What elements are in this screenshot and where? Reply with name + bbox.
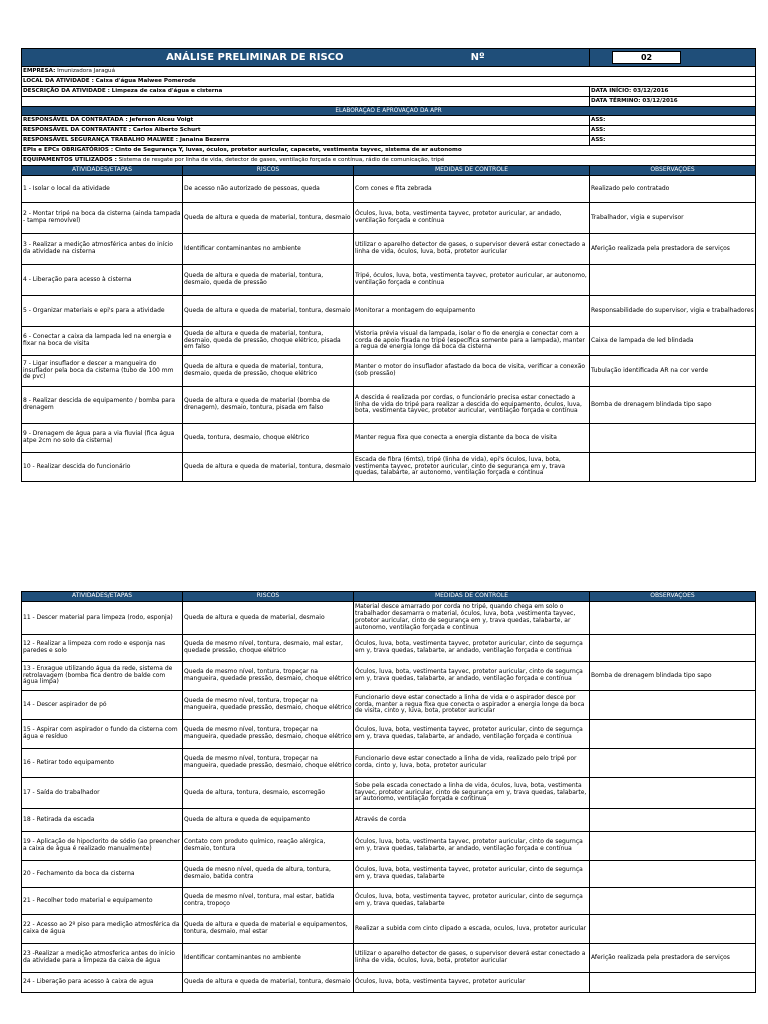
control-cell: Óculos, luva, bota, vestimenta tayvec, protetor auricular, cinto de segurnça em y, trava quedas, talabarte, ar andado, ventilação forçada e contínua — [354, 832, 590, 861]
table-row — [22, 453, 756, 482]
resp-contratada-label: RESPONSÁVEL DA CONTRATADA : — [23, 117, 128, 124]
epis-row — [22, 146, 756, 156]
equipamentos-row — [22, 156, 756, 166]
resp-contratante-value: Carlos Alberto Schurt — [132, 127, 201, 134]
table-row — [22, 749, 756, 778]
table-row — [22, 327, 756, 356]
number-box-cell — [590, 49, 756, 67]
activity-cell: 4 - Liberação para acesso à cisterna — [22, 265, 183, 296]
control-cell: Sobe pela escada conectado a linha de vida, óculos, luva, bota, vestimenta tayvec, protetor auricular, cinto de segurança em y, trava quedas, talabarte, ar autonomo, ventilação forçada e contínua — [354, 778, 590, 809]
activity-cell: 9 - Drenagem de água para a via fluvial (fica água atpe 2cm no solo da cisterna) — [22, 424, 183, 453]
activity-cell: 10 - Realizar descida do funcionário — [22, 453, 183, 482]
activity-cell: 23 -Realizar a medição atmosferica antes do início da atividade para a limpeza da caixa de água — [22, 944, 183, 973]
risk-cell: De acesso não autorizado de pessoas, queda — [183, 176, 354, 203]
col-medidas: MEDIDAS DE CONTROLE — [354, 166, 590, 176]
activity-cell: 1 - Isolar o local da atividade — [22, 176, 183, 203]
apr-table-page-1 — [21, 48, 756, 482]
risk-cell: Queda de altura e queda de equipamento — [183, 809, 354, 832]
col-atividades: ATIVIDADES/ETAPAS — [22, 592, 183, 602]
table-row — [22, 356, 756, 387]
observation-cell: Bomba de drenagem blindada tipo sapo — [590, 387, 756, 424]
ass-seguranca: ASS: — [590, 136, 756, 146]
equipamentos-label: EQUIPAMENTOS UTILIZADOS : — [23, 157, 117, 164]
control-cell: Através de corda — [354, 809, 590, 832]
resp-seguranca-row — [22, 136, 590, 146]
table-row — [22, 915, 756, 944]
epis-value: Cinto de Segurança Y, luvas, óculos, protetor auricular, capacete, vestimenta tayvec, sistema de ar autonomo — [114, 147, 462, 154]
table-row — [22, 691, 756, 720]
observation-cell — [590, 973, 756, 993]
table-row — [22, 809, 756, 832]
observation-cell — [590, 809, 756, 832]
risk-cell: Queda de mesmo nível, tontura, tropeçar na mangueira, quedade pressão, desmaio, choque elétrico — [183, 691, 354, 720]
risk-cell: Queda de mesmo nível, tontura, mal estar, batida contra, tropoço — [183, 888, 354, 915]
activity-cell: 3 - Realizar a medição atmosférica antes do início da atividade na cisterna — [22, 234, 183, 265]
table-body-1 — [22, 176, 756, 482]
observation-cell — [590, 635, 756, 662]
observation-cell — [590, 915, 756, 944]
control-cell: Monitorar a montagem do equipamento — [354, 296, 590, 327]
activity-cell: 21 - Recolher todo material e equipamento — [22, 888, 183, 915]
resp-contratada-row — [22, 116, 590, 126]
risk-cell: Queda de altura e queda de material, desmaio — [183, 602, 354, 635]
col-riscos: RISCOS — [183, 592, 354, 602]
descricao-value: Limpeza de caixa d'água e cisterna — [111, 88, 223, 95]
risk-cell: Queda de altura e queda de material (bomba de drenagem), desmaio, tontura, pisada em falso — [183, 387, 354, 424]
observation-cell — [590, 861, 756, 888]
blank-row — [22, 97, 590, 107]
risk-cell: Queda de mesmo nível, tontura, tropeçar na mangueira, quedade pressão, desmaio, choque elétrico — [183, 662, 354, 691]
number-cell — [354, 49, 590, 67]
observation-cell — [590, 453, 756, 482]
control-cell: Funcionario deve estar conectado a linha de vida e o aspirador desce por corda, manter a regua fixa que conecta o aspirador a energia longe da boca de visita, cinto y, luva, bota, protetor auricular — [354, 691, 590, 720]
activity-cell: 13 - Enxague utilizando água da rede, sistema de retrolavagem (bomba fica dentro de balde com água limpa) — [22, 662, 183, 691]
local-value: Caixa d'água Malwee Pomerode — [95, 78, 196, 85]
activity-cell: 16 - Retirar todo equipamento — [22, 749, 183, 778]
risk-cell: Queda de altura e queda de material, tontura, desmaio — [183, 296, 354, 327]
document-title: ANÁLISE PRELIMINAR DE RISCO — [22, 49, 354, 67]
table-row — [22, 778, 756, 809]
activity-cell: 12 - Realizar a limpeza com rodo e esponja nas paredes e solo — [22, 635, 183, 662]
control-cell: Realizar a subida com cinto clipado a escada, oculos, luva, protetor auricular — [354, 915, 590, 944]
col-observacoes: OBSERVAÇÕES — [590, 166, 756, 176]
risk-cell: Queda, tontura, desmaio, choque elétrico — [183, 424, 354, 453]
observation-cell — [590, 749, 756, 778]
observation-cell: Trabalhador, vigia e supervisor — [590, 203, 756, 234]
control-cell: Óculos, luva, bota, vestimenta tayvec, protetor auricular, ar andado, ventilação forçada e contínua — [354, 203, 590, 234]
activity-cell: 24 - Liberação para acesso à caixa de agua — [22, 973, 183, 993]
activity-cell: 11 - Descer material para limpeza (rodo, esponja) — [22, 602, 183, 635]
activity-cell: 2 - Montar tripé na boca da cisterna (ainda tampada - tampa removível) — [22, 203, 183, 234]
observation-cell — [590, 832, 756, 861]
observation-cell — [590, 602, 756, 635]
activity-cell: 19 - Aplicação de hipoclorito de sódio (ao preencher a caixa de água é realizado manualmente) — [22, 832, 183, 861]
col-observacoes: OBSERVAÇÕES — [590, 592, 756, 602]
table-row — [22, 888, 756, 915]
descricao-label: DESCRIÇÃO DA ATIVIDADE : — [23, 88, 110, 95]
resp-contratante-row — [22, 126, 590, 136]
ass-contratada: ASS: — [590, 116, 756, 126]
apr-table-page-2 — [21, 591, 756, 993]
resp-contratante-label: RESPONSÁVEL DA CONTRATANTE : — [23, 127, 132, 134]
activity-cell: 22 - Acesso ao 2º piso para medição atmosférica da caixa de água — [22, 915, 183, 944]
risk-cell: Queda de mesno nível, queda de altura, tontura, desmaio, batida contra — [183, 861, 354, 888]
control-cell: Manter o motor do insuflador afastado da boca de visita, verificar a conexão (sob pressão) — [354, 356, 590, 387]
table-row — [22, 176, 756, 203]
observation-cell: Caixa de lampada de led blindada — [590, 327, 756, 356]
control-cell: Óculos, luva, bota, vestimenta tayvec, protetor auricular, cinto de segurnça em y, trava quedas, talabarte — [354, 861, 590, 888]
table-row — [22, 265, 756, 296]
activity-cell: 14 - Descer aspirador de pó — [22, 691, 183, 720]
risk-cell: Identificar contaminantes no ambiente — [183, 234, 354, 265]
activity-cell: 17 - Saída do trabalhador — [22, 778, 183, 809]
document-number: 02 — [612, 51, 681, 64]
risk-cell: Queda de mesmo nível, tontura, tropeçar na mangueira, quedade pressão, desmaio, choque elétrico — [183, 720, 354, 749]
descricao-row — [22, 87, 590, 97]
table-row — [22, 861, 756, 888]
data-termino: DATA TÉRMINO: 03/12/2016 — [590, 97, 756, 107]
equipamentos-value: Sistema de resgate por linha de vida, detector de gases, ventilação forçada e contínua, rádio de comunicação, tripé — [118, 157, 445, 164]
observation-cell — [590, 778, 756, 809]
col-riscos: RISCOS — [183, 166, 354, 176]
activity-cell: 20 - Fechamento da boca da cisterna — [22, 861, 183, 888]
number-label: Nº — [470, 51, 485, 63]
risk-cell: Queda de altura, tontura, desmaio, escorregão — [183, 778, 354, 809]
observation-cell: Bomba de drenagem blindada tipo sapo — [590, 662, 756, 691]
activity-cell: 7 - Ligar insuflador e descer a mangueira do insuflador pela boca da cisterna (tubo de 100 mm de pvc) — [22, 356, 183, 387]
risk-cell: Queda de altura e queda de material, tontura, desmaio — [183, 203, 354, 234]
control-cell: Utilizar o aparelho detector de gases, o supervisor deverá estar conectado a linha de vida, óculos, luva, bota, protetor auricular — [354, 944, 590, 973]
activity-cell: 8 - Realizar descida de equipamento / bomba para drenagem — [22, 387, 183, 424]
resp-seguranca-label: RESPONSÁVEL SEGURANÇA TRABALHO MALWEE : — [23, 137, 179, 144]
empresa-label: EMPRESA: — [23, 68, 56, 75]
observation-cell — [590, 888, 756, 915]
control-cell: Manter regua fixa que conecta a energia distante da boca de visita — [354, 424, 590, 453]
risk-cell: Contato com produto químico, reação alérgica, desmaio, tontura — [183, 832, 354, 861]
observation-cell: Realizado pelo contratado — [590, 176, 756, 203]
risk-cell: Queda de altura e queda de material, tontura, desmaio — [183, 453, 354, 482]
observation-cell — [590, 720, 756, 749]
control-cell: Óculos, luva, bota, vestimenta tayvec, protetor auricular, cinto de segurnça em y, trava quedas, talabarte, ar andado, ventilação forçada e contínua — [354, 635, 590, 662]
control-cell: A descida é realizada por cordas, o funcionário precisa estar conectado a linha de vida do tripé para realizar a descida do equipamento, óculos, luva, bota, vestimenta tayvec, protetor auricular, ventilação forçada e contínua — [354, 387, 590, 424]
table-row — [22, 602, 756, 635]
col-atividades: ATIVIDADES/ETAPAS — [22, 166, 183, 176]
control-cell: Vistoria prévia visual da lampada, isolar o fio de energia e conectar com a corda de apoio fixada no tripé (específica somente para a lampada), manter a regua de energia longe da boca da cisterna — [354, 327, 590, 356]
ass-contratante: ASS: — [590, 126, 756, 136]
control-cell: Escada de fibra (6mts), tripé (linha de vida), epi's óculos, luva, bota, vestimenta tayvec, protetor auricular, cinto de segurança em y, trava quedas, talabarte, ar autonomo, ventilação forçada e contínua — [354, 453, 590, 482]
risk-cell: Identificar contaminantes no ambiente — [183, 944, 354, 973]
control-cell: Material desce amarrado por corda no tripé, quando chega em solo o trabalhador desamarra o material, óculos, luva, bota ,vestimenta tayvec, protetor auricular, cinto de segurança em y, trava quedas, talabarte, ar autonomo, ventilação forçada e contínua — [354, 602, 590, 635]
control-cell: Óculos, luva, bota, vestimenta tayvec, protetor auricular, cinto de segurnça em y, trava quedas, talabarte, ar andado, ventilação forçada e contínua — [354, 662, 590, 691]
table-row — [22, 635, 756, 662]
observation-cell: Responsabilidade do supervisor, vigia e trabalhadores — [590, 296, 756, 327]
control-cell: Óculos, luva, bota, vestimenta tayvec, protetor auricular — [354, 973, 590, 993]
risk-cell: Queda de altura e queda de material, tontura, desmaio — [183, 973, 354, 993]
observation-cell: Aferição realizada pela prestadora de serviços — [590, 944, 756, 973]
control-cell: Tripé, óculos, luva, bota, vestimenta tayvec, protetor auricular, ar autonomo, ventilação forçada e contínua — [354, 265, 590, 296]
table-row — [22, 387, 756, 424]
empresa-value: Imunizadora Jaraguá — [57, 68, 116, 75]
risk-cell: Queda de altura e queda de material, tontura, desmaio, queda de pressão, choque elétrico, pisada em falso — [183, 327, 354, 356]
control-cell: Com cones e fita zebrada — [354, 176, 590, 203]
observation-cell: Aferição realizada pela prestadora de serviços — [590, 234, 756, 265]
epis-label: EPIs e EPCs OBRIGATÓRIOS : — [23, 147, 114, 154]
control-cell: Óculos, luva, bota, vestimenta tayvec, protetor auricular, cinto de segurnça em y, trava quedas, talabarte — [354, 888, 590, 915]
table-row — [22, 234, 756, 265]
risk-cell: Queda de altura e queda de material, tontura, desmaio, queda de pressão, choque elétrico — [183, 356, 354, 387]
local-label: LOCAL DA ATIVIDADE : — [23, 78, 94, 85]
risk-cell: Queda de altura e queda de material e equipamentos, tontura, desmaio, mal estar — [183, 915, 354, 944]
table-body-2 — [22, 602, 756, 993]
table-row — [22, 973, 756, 993]
observation-cell — [590, 691, 756, 720]
risk-cell: Queda de mesmo nível, tontura, desmaio, mal estar, quedade pressão, choque elétrico — [183, 635, 354, 662]
number-layout — [354, 52, 589, 64]
observation-cell — [590, 265, 756, 296]
control-cell: Funcionario deve estar conectado a linha de vida, realizado pelo tripé por corda, cinto y, luva, bota, protetor auricular — [354, 749, 590, 778]
activity-cell: 6 - Conectar a caixa da lampada led na energia e fixar na boca de visita — [22, 327, 183, 356]
empresa-row — [22, 67, 756, 77]
elaboracao-header: ELABORAÇÃO E APROVAÇÃO DA APR — [22, 107, 756, 116]
observation-cell — [590, 424, 756, 453]
table-row — [22, 296, 756, 327]
control-cell: Óculos, luva, bota, vestimenta tayvec, protetor auricular, cinto de segurnça em y, trava quedas, talabarte, ar andado, ventilação forçada e contínua — [354, 720, 590, 749]
activity-cell: 18 - Retirada da escada — [22, 809, 183, 832]
risk-cell: Queda de mesmo nível, tontura, tropeçar na mangueira, quedade pressão, desmaio, choque elétrico — [183, 749, 354, 778]
col-medidas: MEDIDAS DE CONTROLE — [354, 592, 590, 602]
table-row — [22, 720, 756, 749]
table-row — [22, 832, 756, 861]
table-row — [22, 424, 756, 453]
activity-cell: 5 - Organizar materiais e epi's para a atividade — [22, 296, 183, 327]
resp-seguranca-value: Janaina Bezerra — [179, 137, 230, 144]
table-row — [22, 944, 756, 973]
data-inicio: DATA INÍCIO: 03/12/2016 — [590, 87, 756, 97]
local-row — [22, 77, 756, 87]
table-row — [22, 203, 756, 234]
activity-cell: 15 - Aspirar com aspirador o fundo da cisterna com água e resíduo — [22, 720, 183, 749]
observation-cell: Tubulação identificada AR na cor verde — [590, 356, 756, 387]
control-cell: Utilizar o aparelho detector de gases, o supervisor deverá estar conectado a linha de vida, óculos, luva, bota, protetor auricular — [354, 234, 590, 265]
resp-contratada-value: Jeferson Alceu Voigt — [129, 117, 194, 124]
table-row — [22, 662, 756, 691]
risk-cell: Queda de altura e queda de material, tontura, desmaio, queda de pressão — [183, 265, 354, 296]
